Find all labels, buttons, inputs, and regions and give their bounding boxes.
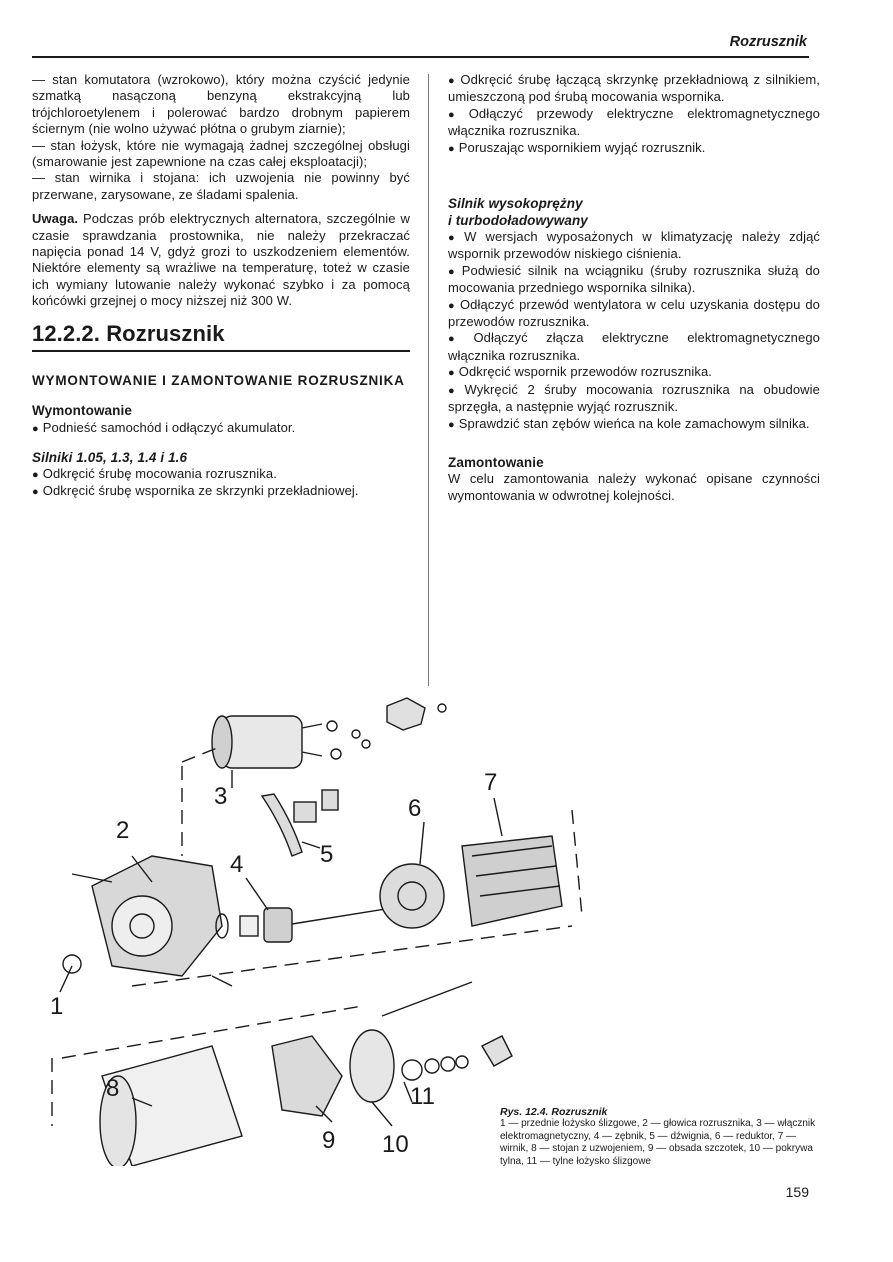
caption-title: Rys. 12.4. Rozrusznik	[500, 1106, 608, 1118]
page-number: 159	[785, 1184, 809, 1200]
bullet-item: ● Poruszając wspornikiem wyjąć rozrusznik.	[448, 140, 820, 157]
figure-caption	[500, 1106, 820, 1168]
bullet-item: ● Odkręcić wspornik przewodów rozrusznika.	[448, 364, 820, 381]
figure-label-8: 8	[106, 1075, 120, 1102]
starter-exploded-diagram	[32, 686, 632, 1166]
left-column	[32, 72, 410, 501]
removal-heading: Wymontowanie	[32, 403, 132, 419]
bullet-item: ● Sprawdzić stan zębów wieńca na kole zamachowym silnika.	[448, 416, 820, 433]
bullet-item: ● Odłączyć przewód wentylatora w celu uzyskania dostępu do przewodów rozrusznika.	[448, 297, 820, 331]
housing-part	[72, 856, 222, 976]
solenoid-part	[212, 716, 370, 768]
figure-label-7: 7	[484, 769, 498, 796]
note-paragraph	[32, 211, 410, 309]
column-divider	[428, 74, 429, 686]
caption-text: 1 — przednie łożysko ślizgowe, 2 — głowica rozrusznika, 3 — włącznik elektromagnetyczny, 4 — zębnik, 5 — dźwignia, 6 — reduktor, 7 — wirnik, 8 — stojan z uzwojeniem, 9 — obsada szczotek, 10 — pokrywa tylna, 11 — tylne łożysko ślizgowe	[500, 1118, 816, 1167]
turbo-heading	[448, 195, 820, 229]
bullet-item: ● Wykręcić 2 śruby mocowania rozrusznika na obudowie sprzęgła, a następnie wyjąć rozrusznik.	[448, 382, 820, 416]
bullet-item: ● W wersjach wyposażonych w klimatyzację należy zdjąć wspornik przewodów niskiego ciśnienia.	[448, 229, 820, 263]
install-heading: Zamontowanie	[448, 454, 544, 470]
bullet-item: ● Odkręcić śrubę mocowania rozrusznika.	[32, 466, 410, 483]
bullet-item: ● Odłączyć przewody elektryczne elektromagnetycznego włącznika rozrusznika.	[448, 106, 820, 140]
subsection-heading: WYMONTOWANIE I ZAMONTOWANIE ROZRUSZNIKA	[32, 373, 405, 389]
bullet-item: ● Odkręcić śrubę wspornika ze skrzynki przekładniowej.	[32, 483, 410, 500]
stator-part	[100, 1046, 242, 1166]
header-rule	[32, 56, 809, 58]
right-column	[448, 72, 820, 504]
intro-item: — stan komutatora (wzrokowo), który można czyścić jedynie szmatką nasączoną benzyną ekstrakcyjną lub trójchloroetylenem i polerować bardzo drobnym papierem ściernym (nie wolno używać płótna o grubym ziarnie);	[32, 72, 410, 137]
install-text: W celu zamontowania należy wykonać opisane czynności wymontowania w odwrotnej kolejności.	[448, 471, 820, 503]
bullet-item: ● Odkręcić śrubę łączącą skrzynkę przekładniową z silnikiem, umieszczoną pod śrubą mocowania wspornika.	[448, 72, 820, 106]
figure-label-4: 4	[230, 851, 244, 878]
turbo-heading-line2: i turbodoładowywany	[448, 213, 588, 229]
figure-label-9: 9	[322, 1127, 336, 1154]
intro-item: — stan wirnika i stojana: ich uzwojenia nie powinny być przerwane, zarysowane, ze śladami spalenia.	[32, 170, 410, 202]
figure-label-10: 10	[382, 1131, 409, 1158]
bullet-item: ● Podwiesić silnik na wciągniku (śruby rozrusznika służą do mocowania przedniego wspornika silnika).	[448, 263, 820, 297]
figure-label-11: 11	[410, 1083, 435, 1110]
section-heading: 12.2.2. Rozrusznik	[32, 326, 410, 352]
bullet-item: ● Podnieść samochód i odłączyć akumulator.	[32, 420, 410, 437]
bullet-item: ● Odłączyć złącza elektryczne elektromagnetycznego włącznika rozrusznika.	[448, 330, 820, 364]
figure-label-2: 2	[116, 817, 130, 844]
intro-item: — stan łożysk, które nie wymagają żadnej szczególnej obsługi (smarowanie jest zapewnione na czas całej eksploatacji);	[32, 137, 410, 170]
note-text: Podczas prób elektrycznych alternatora, szczególnie w czasie sprawdzania prostownika, nie należy przekraczać napięcia ponad 14 V, gdyż grozi to uszkodzeniem elementów. Niektóre elementy są wrażliwe na temperaturę, toteż w czasie ich wymiany lutowanie należy wykonać szybko i za pomocą końcówki grzejnej o mocy niższej niż 300 W.	[32, 211, 410, 309]
figure-label-5: 5	[320, 841, 334, 868]
turbo-heading-line1: Silnik wysokoprężny	[448, 196, 583, 212]
figure-label-3: 3	[214, 783, 228, 810]
note-label: Uwaga.	[32, 211, 79, 227]
figure-label-1: 1	[50, 993, 64, 1020]
engines-heading: Silniki 1.05, 1.3, 1.4 i 1.6	[32, 449, 188, 465]
figure-label-6: 6	[408, 795, 422, 822]
running-header: Rozrusznik	[729, 34, 807, 50]
